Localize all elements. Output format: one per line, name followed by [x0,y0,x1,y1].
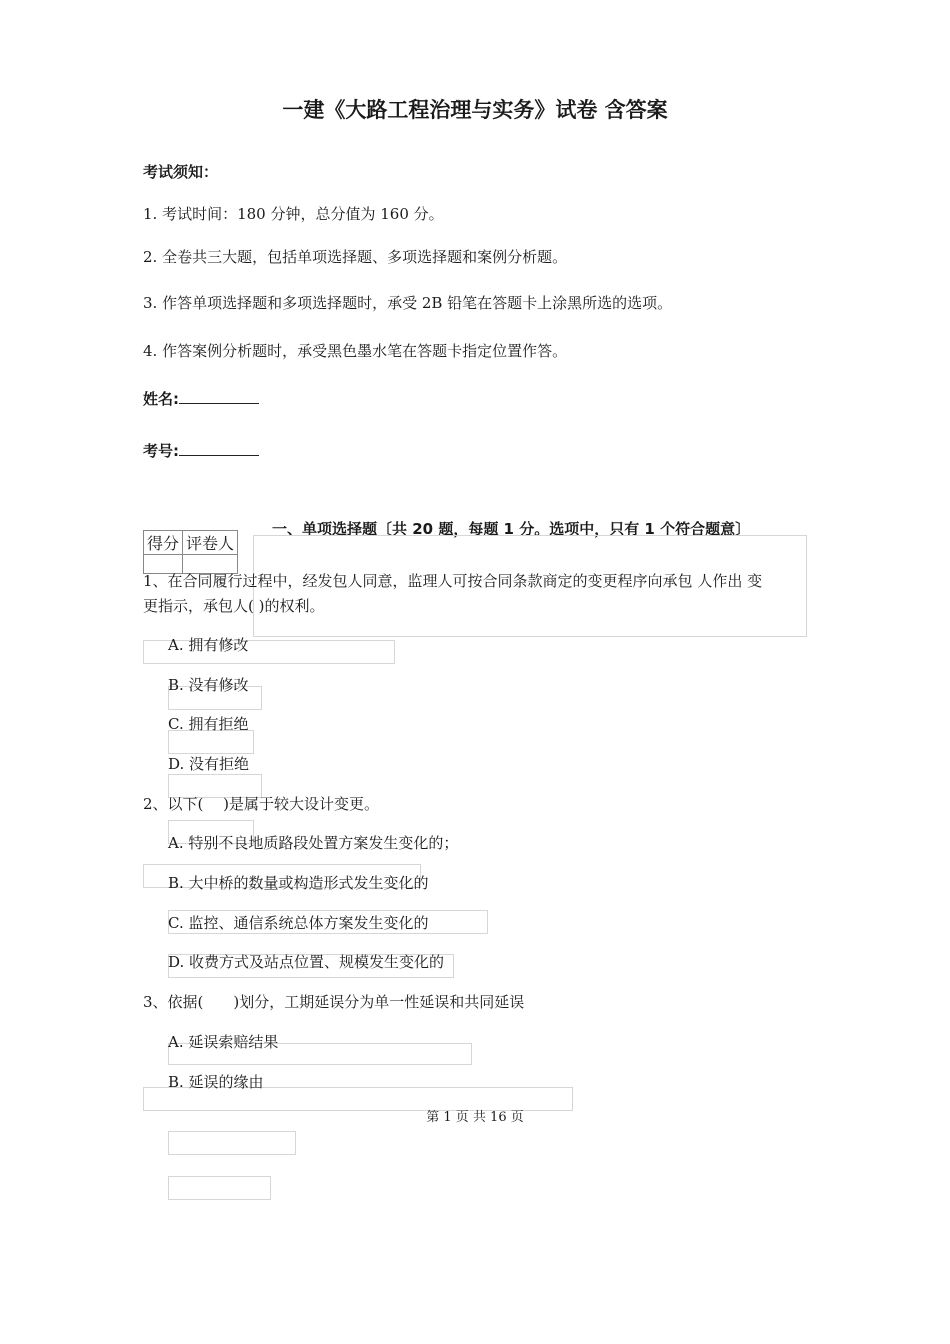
option-d[interactable]: D. 没有拒绝 [168,755,250,773]
option-b[interactable]: B. 大中桥的数量或构造形式发生变化的 [168,874,429,892]
score-header: 得分 [144,531,183,555]
question-stem: 1、在合同履行过程中，经发包人同意，监理人可按合同条款商定的变更程序向承包 人作出 变 [143,572,763,590]
option-c[interactable]: C. 拥有拒绝 [168,715,249,733]
option-b[interactable]: B. 延误的缘由 [168,1073,264,1091]
notice-item: 2. 全卷共三大题，包括单项选择题、多项选择题和案例分析题。 [143,248,568,266]
notice-item: 3. 作答单项选择题和多项选择题时，承受 2B 铅笔在答题卡上涂黑所选的选项。 [143,294,673,312]
question-stem: 更指示，承包人( )的权利。 [143,597,325,615]
option-d[interactable]: D. 收费方式及站点位置、规模发生变化的 [168,953,445,971]
exam-number-label: 考号: [143,442,179,460]
page-footer: 第 1 页 共 16 页 [426,1110,524,1125]
exam-number-field [143,439,259,461]
option-a[interactable]: A. 延误索赔结果 [168,1033,279,1051]
notice-heading: 考试须知： [143,163,219,181]
option-a[interactable]: A. 特别不良地质路段处置方案发生变化的； [168,834,459,852]
document-title: 一建《大路工程治理与实务》试卷 含答案 [282,98,668,122]
question-stem: 3、依据( )划分，工期延误分为单一性延误和共同延误 [143,993,525,1011]
option-b[interactable]: B. 没有修改 [168,676,249,694]
name-label: 姓名: [143,390,179,408]
exam-number-blank[interactable] [179,439,259,456]
option-c[interactable]: C. 监控、通信系统总体方案发生变化的 [168,914,429,932]
name-blank[interactable] [179,387,259,404]
notice-item: 4. 作答案例分析题时，承受黑色墨水笔在答题卡指定位置作答。 [143,342,568,360]
section-title: 一、单项选择题〔共 20 题，每题 1 分。选项中，只有 1 个符合题意〕 [272,520,751,538]
question-stem: 2、以下( )是属于较大设计变更。 [143,795,380,813]
name-field [143,387,259,409]
frame-line [168,1176,271,1200]
option-a[interactable]: A. 拥有修改 [168,636,249,654]
frame-line [168,1131,296,1155]
score-table [143,530,238,574]
notice-item: 1. 考试时间：180 分钟，总分值为 160 分。 [143,205,444,223]
grader-header: 评卷人 [183,531,238,555]
